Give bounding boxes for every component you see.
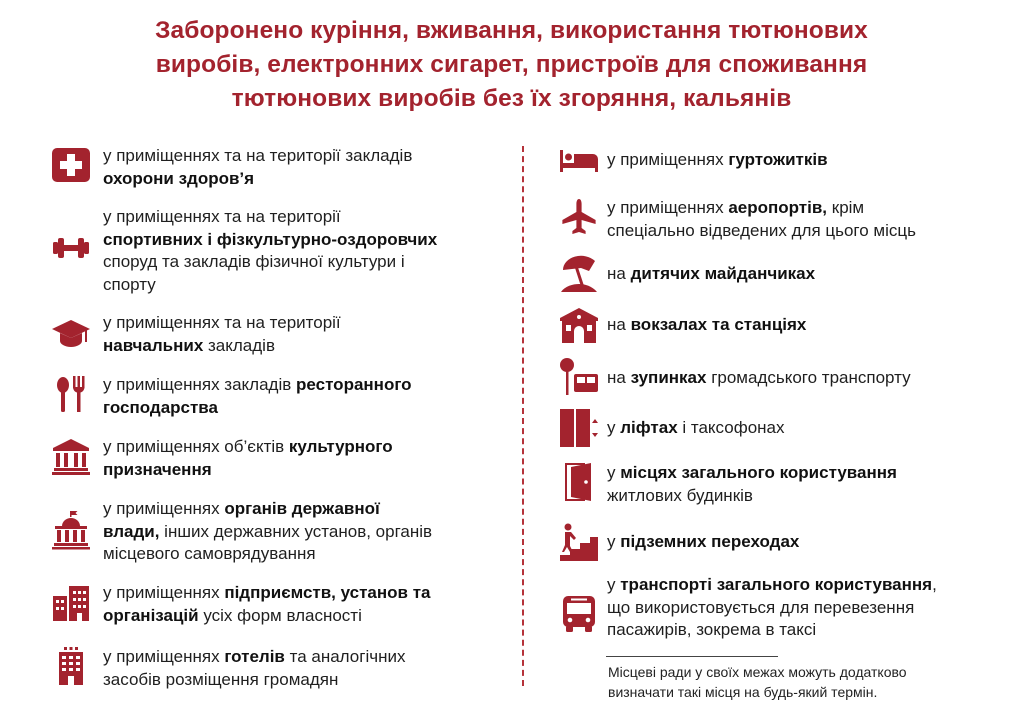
item-text-bold: ресторанного	[296, 375, 412, 394]
item-text-regular: спеціально відведених для цього місць	[607, 220, 916, 240]
title-line-3: тютюнових виробів без їх згоряння, кальянів	[231, 85, 792, 112]
item-line	[103, 397, 412, 420]
item-text	[607, 462, 897, 507]
item-line	[607, 485, 897, 508]
item-text-regular: на	[607, 264, 631, 283]
fork-spoon-icon	[51, 374, 91, 414]
item-text-bold: охорони здоров’я	[103, 168, 255, 188]
item-line	[103, 646, 405, 669]
bed-icon	[559, 140, 599, 180]
item-text-regular: у приміщеннях	[607, 150, 729, 169]
item-text-bold: аеропортів,	[728, 198, 828, 217]
item-text-bold: органів державної	[224, 499, 380, 518]
item-line	[103, 274, 437, 297]
item-text-bold: гуртожитків	[728, 150, 828, 169]
item-text-bold: призначення	[103, 459, 212, 479]
item-line	[607, 531, 799, 554]
item-text-bold: зупинках	[630, 368, 707, 387]
item-text	[607, 314, 806, 337]
footnote-divider	[606, 656, 778, 657]
item-text-regular: у приміщеннях	[103, 499, 225, 518]
list-item-playgrounds	[559, 254, 815, 294]
item-text-regular: житлових будинків	[607, 485, 753, 505]
item-text-regular: у приміщеннях та на території закладів	[103, 146, 413, 165]
government-building-icon	[51, 510, 91, 550]
list-item-health	[51, 145, 412, 190]
item-line	[103, 605, 431, 628]
item-line	[103, 669, 405, 692]
item-line	[103, 251, 437, 274]
item-line	[607, 197, 916, 220]
medical-cross-icon	[51, 145, 91, 185]
item-text-bold: культурного	[288, 437, 393, 456]
item-text-regular: у приміщеннях	[103, 583, 225, 602]
elevator-icon	[559, 408, 599, 448]
item-text-bold: місцях загального користування	[620, 463, 897, 482]
item-text-bold: транспорті загального користування	[620, 575, 933, 594]
item-text	[607, 417, 785, 440]
item-text-regular: громадського транспорту	[706, 368, 911, 387]
item-line	[103, 543, 432, 566]
item-text-regular: у	[607, 532, 621, 551]
item-text-bold: вокзалах та станціях	[630, 315, 807, 334]
item-text-bold: господарства	[103, 397, 218, 417]
list-item-education	[51, 312, 341, 357]
item-text	[607, 531, 799, 554]
item-text-regular: місцевого самоврядування	[103, 544, 316, 563]
item-line	[607, 220, 916, 243]
item-text	[103, 145, 412, 190]
bus-stop-icon	[559, 356, 599, 396]
item-text	[103, 374, 412, 419]
item-text-regular: засобів розміщення громадян	[103, 669, 339, 689]
item-line	[103, 145, 412, 168]
footnote: Місцеві ради у своїх межах можуть додатково визначати такі місця на будь-який термін.	[608, 664, 907, 700]
list-item-hotels	[51, 646, 405, 691]
list-item-bus-stops	[559, 356, 911, 396]
item-text-regular: у	[607, 418, 621, 437]
item-text	[607, 574, 937, 642]
list-item-stations	[559, 305, 806, 345]
column-divider	[522, 146, 524, 686]
item-line	[607, 597, 937, 620]
item-line	[103, 168, 412, 191]
item-text	[103, 582, 431, 627]
item-text-regular: пасажирів, зокрема в таксі	[607, 620, 817, 639]
bus-icon	[559, 594, 599, 634]
item-text-regular: і таксофонах	[677, 418, 785, 437]
item-line	[607, 263, 815, 286]
graduation-cap-icon	[51, 312, 91, 352]
item-line	[103, 521, 432, 544]
train-station-icon	[559, 305, 599, 345]
item-line	[607, 462, 897, 485]
item-text-regular: у приміщеннях та на території	[103, 313, 341, 332]
item-line	[607, 574, 937, 597]
hotel-icon	[51, 646, 91, 686]
item-text-regular: у приміщеннях закладів	[103, 375, 297, 394]
item-text-regular: у	[607, 463, 621, 482]
item-line	[103, 206, 437, 229]
title-line-2: виробів, електронних сигарет, пристроїв для споживання	[155, 51, 868, 78]
item-text-bold: влади,	[103, 521, 160, 541]
beach-umbrella-icon	[559, 254, 599, 294]
item-line	[103, 229, 437, 252]
list-item-public-transport	[559, 574, 937, 642]
item-text-bold: підприємств, установ та	[224, 583, 431, 602]
list-item-sports	[51, 206, 437, 296]
door-icon	[559, 462, 599, 502]
item-line	[103, 335, 341, 358]
item-text	[607, 367, 911, 390]
item-text	[103, 206, 437, 296]
item-text-bold: спортивних і фізкультурно-оздоровчих	[103, 229, 438, 249]
item-text-regular: ,	[932, 575, 937, 594]
item-line	[607, 314, 806, 337]
item-line	[607, 417, 785, 440]
item-text	[103, 498, 432, 566]
item-text-regular: у приміщеннях об’єктів	[103, 437, 289, 456]
page-title	[0, 14, 1023, 116]
item-text	[103, 646, 405, 691]
item-text-regular: що використовується для перевезення	[607, 597, 915, 617]
dumbbell-icon	[51, 228, 91, 268]
item-text-bold: підземних переходах	[620, 532, 800, 551]
item-text-regular: крім	[827, 198, 865, 217]
item-line	[103, 582, 431, 605]
item-text-regular: у приміщеннях	[103, 647, 225, 666]
title-line-1: Заборонено куріння, вживання, використання тютюнових	[155, 17, 868, 44]
item-text-regular: у приміщеннях	[607, 198, 729, 217]
list-item-government	[51, 498, 432, 566]
item-text	[607, 197, 916, 242]
airplane-icon	[559, 197, 599, 237]
item-text-regular: та аналогічних	[284, 647, 406, 666]
item-line	[103, 459, 393, 482]
item-text-regular: на	[607, 368, 631, 387]
item-line	[607, 149, 828, 172]
item-text-regular: інших державних установ, органів	[159, 521, 433, 541]
item-text-regular: усіх форм власності	[198, 605, 362, 625]
item-text-bold: готелів	[224, 647, 285, 666]
item-text-bold: дитячих майданчиках	[630, 264, 816, 283]
item-text	[103, 312, 341, 357]
list-item-culture	[51, 436, 393, 481]
item-text	[607, 149, 828, 172]
item-text-bold: ліфтах	[620, 418, 678, 437]
item-text	[607, 263, 815, 286]
item-text-regular: у приміщеннях та на території	[103, 207, 341, 226]
museum-icon	[51, 436, 91, 476]
item-line	[607, 367, 911, 390]
list-item-underpasses	[559, 522, 799, 562]
list-item-elevators	[559, 408, 785, 448]
list-item-airports	[559, 197, 916, 242]
item-line	[607, 619, 937, 642]
list-item-enterprises	[51, 582, 431, 627]
item-text-bold: навчальних	[103, 335, 204, 355]
item-line	[103, 498, 432, 521]
item-text-regular: у	[607, 575, 621, 594]
office-buildings-icon	[51, 582, 91, 622]
stairs-icon	[559, 522, 599, 562]
item-text-bold: організацій	[103, 605, 199, 625]
item-line	[103, 312, 341, 335]
item-line	[103, 374, 412, 397]
item-text-regular: спорту	[103, 274, 156, 294]
item-text-regular: на	[607, 315, 631, 334]
list-item-dormitories	[559, 140, 828, 180]
item-line	[103, 436, 393, 459]
item-text-regular: споруд та закладів фізичної культури і	[103, 252, 405, 271]
item-text	[103, 436, 393, 481]
list-item-common-areas	[559, 462, 897, 507]
item-text-regular: закладів	[203, 335, 275, 355]
list-item-restaurants	[51, 374, 412, 419]
